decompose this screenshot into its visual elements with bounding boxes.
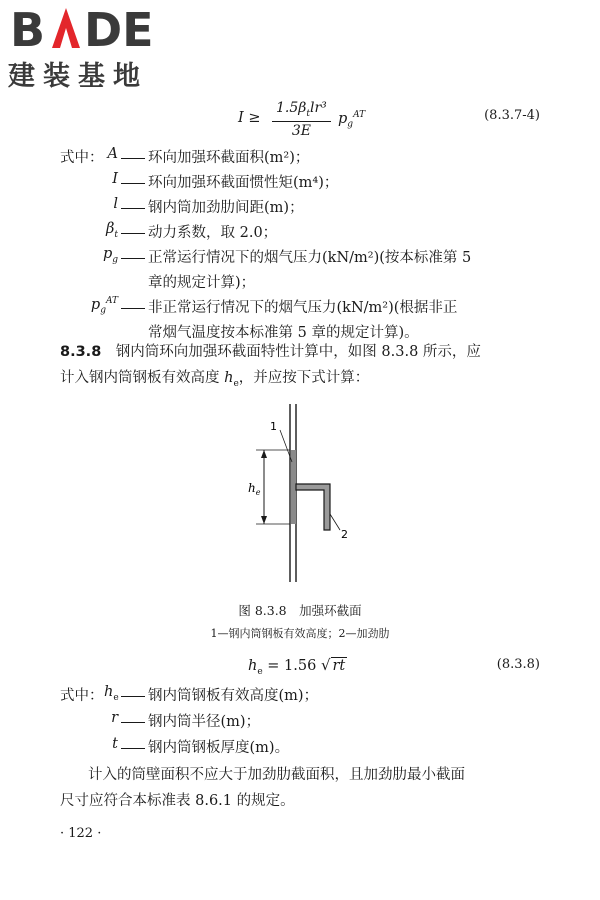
- final-line-1: 计入的筒壁面积不应大于加劲肋截面积，且加劲肋最小截面: [88, 767, 465, 783]
- def-text-pg: 正常运行情况下的烟气压力(kN/m²)(按本标准第 5: [118, 246, 471, 267]
- def-sym-I: I: [112, 171, 118, 187]
- def-sym-pg: $p_g$: [102, 246, 118, 265]
- logo-mark: [8, 4, 178, 52]
- eq2-number: (8.3.8): [496, 657, 540, 672]
- def-sym-l: l: [113, 196, 118, 212]
- def-sym-A: A: [107, 146, 118, 162]
- figure-legend: 1—钢内筒钢板有效高度；2—加劲肋: [210, 627, 390, 640]
- final-line-2: 尺寸应符合本标准表 8.6.1 的规定。: [60, 793, 295, 809]
- def2-sym-r: r: [111, 710, 118, 726]
- def-text-A: 环向加强环截面积(m²)；: [118, 146, 309, 167]
- def-text-pgat-cont: 常烟气温度按本标准第 5 章的规定计算)。: [148, 325, 419, 341]
- eq1-lhs: I ≥: [238, 110, 261, 126]
- def-text-I: 环向加强环截面惯性矩(m⁴)；: [118, 171, 338, 192]
- def-text-beta: 动力系数，取 2.0；: [118, 221, 277, 242]
- clause-line-2: 计入钢内筒钢板有效高度 $h_e$，并应按下式计算：: [60, 370, 370, 389]
- def2-sym-he: $h_e$: [104, 684, 119, 703]
- def-text-l: 钢内筒加劲肋间距(m)；: [118, 196, 304, 217]
- clause-8-3-8: [60, 339, 550, 397]
- def2-text-r: 钢内筒半径(m)；: [118, 710, 260, 731]
- defs2-label: 式中：: [60, 688, 104, 704]
- page-number: · 122 ·: [60, 826, 102, 841]
- equation-8-3-7-4: [0, 100, 600, 140]
- def-text-pg-cont: 章的规定计算)；: [148, 275, 256, 291]
- def-sym-pgat: $p_g^{AT}$: [90, 296, 118, 316]
- logo: [8, 4, 178, 93]
- def2-text-t: 钢内筒钢板厚度(m)。: [118, 736, 289, 757]
- eq1-fraction: [272, 100, 331, 139]
- label-2: 2: [341, 528, 348, 541]
- def-sym-beta: $\beta_t$: [105, 221, 118, 240]
- svg-text:DE: DE: [84, 4, 154, 52]
- logo-accent-a: [52, 8, 80, 48]
- logo-chinese: 建装基地: [8, 61, 148, 92]
- he-arrow-bottom: [261, 516, 267, 524]
- defs1-label: 式中：: [60, 150, 104, 166]
- he-label: $h_e$: [248, 481, 261, 497]
- eq1-rhs: $p_g^{AT}$: [338, 110, 366, 130]
- eq1-number: (8.3.7-4): [484, 108, 540, 123]
- eq1-numerator: $1.5\beta_tlr^3$: [272, 100, 331, 122]
- def2-sym-t: t: [112, 736, 118, 752]
- def-text-pgat: 非正常运行情况下的烟气压力(kN/m²)(根据非正: [118, 296, 457, 317]
- leader-2: [330, 514, 340, 530]
- figure-8-3-8: [230, 398, 380, 588]
- he-arrow-top: [261, 450, 267, 458]
- clause-line-1: 8.3.8 钢内筒环向加强环截面特性计算中，如图 8.3.8 所示，应: [60, 344, 481, 360]
- label-1: 1: [270, 420, 277, 433]
- def2-text-he: 钢内筒钢板有效高度(m)；: [118, 684, 318, 705]
- eq1-denominator: 3E: [291, 122, 311, 139]
- svg-text:B: B: [10, 4, 45, 52]
- stiffener-rib: [296, 484, 330, 530]
- figure-caption: 图 8.3.8 加强环截面: [238, 603, 362, 618]
- equation-8-3-8: [0, 656, 600, 680]
- eq2-expression: $h_e = 1.56$ √ rt: [248, 656, 346, 677]
- final-paragraph: [60, 762, 550, 814]
